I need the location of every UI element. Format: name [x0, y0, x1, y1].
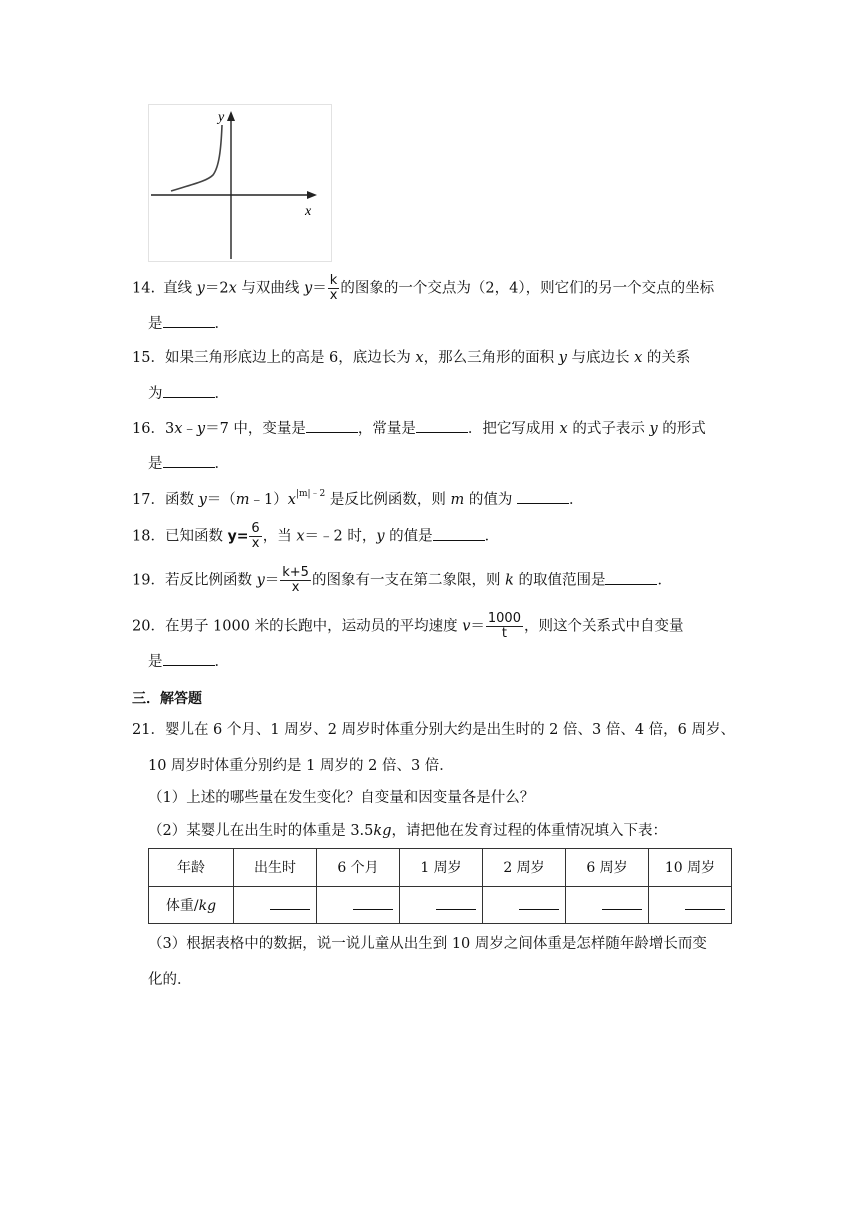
fraction-6-over-x — [249, 522, 261, 551]
weight-table — [148, 848, 732, 924]
q19-text: 的图象有一支在第二象限，则 — [311, 572, 506, 589]
answer-blank[interactable] — [163, 313, 215, 328]
answer-blank[interactable] — [605, 570, 657, 585]
var-y: y — [376, 528, 385, 545]
fraction-k-over-x — [328, 274, 340, 303]
q20-text: ＝ — [470, 618, 485, 635]
answer-blank[interactable] — [270, 895, 310, 910]
var-y: y — [558, 350, 567, 366]
q14-text: ＝2 — [204, 280, 229, 297]
answer-blank[interactable] — [517, 489, 569, 504]
q16-text: ，常量是 — [357, 421, 416, 437]
question-15 — [132, 348, 690, 368]
function-y: y= — [227, 528, 249, 545]
var-x: x — [634, 350, 643, 366]
question-17 — [132, 484, 583, 510]
q15-text: 与底边长 — [566, 350, 635, 366]
fraction-denominator: x — [291, 580, 300, 595]
q14-text: 的图象的一个交点为（2，4），则它们的另一个交点的坐标 — [340, 280, 715, 297]
unit-kg: kg — [373, 823, 392, 839]
question-21-cont — [148, 756, 454, 776]
table-cell[interactable] — [234, 886, 317, 924]
var-y: y — [196, 280, 205, 297]
x-axis-arrow — [307, 191, 317, 199]
answer-blank[interactable] — [436, 895, 476, 910]
row-label-text: 体重/ — [165, 897, 199, 914]
q16-text: ． — [214, 456, 229, 472]
exponent: |m|﹣2 — [295, 489, 326, 499]
q19-text: ＝ — [264, 572, 280, 589]
q17-text: ＝（ — [206, 492, 236, 508]
q18-text: ，当 — [262, 528, 297, 545]
question-number: 18． — [132, 528, 165, 545]
answer-blank[interactable] — [163, 651, 215, 666]
q15-text: 的关系 — [642, 350, 691, 366]
question-15-cont — [148, 383, 229, 404]
table-row — [149, 849, 732, 887]
q21-text: 婴儿在 6 个月、1 周岁、2 周岁时体重分别大约是出生时的 2 倍、3 倍、4 倍，6 周岁、 — [164, 722, 736, 738]
q18-text: ＝﹣2 时， — [304, 528, 377, 545]
y-axis-label: y — [218, 110, 225, 125]
y-axis-arrow — [227, 111, 235, 121]
var-x: x — [415, 350, 424, 366]
table-header-cell: 6 周岁 — [566, 849, 649, 887]
unit-kg: kg — [198, 897, 217, 914]
var-x: x — [296, 528, 305, 545]
question-number: 15． — [132, 350, 165, 366]
q17-text: ﹣1） — [249, 492, 288, 508]
fraction-denominator: x — [329, 288, 338, 303]
q16-text: 3 — [164, 421, 175, 437]
var-x: x — [287, 492, 296, 508]
q21-text: ，请把他在发育过程的体重情况填入下表： — [391, 823, 667, 839]
question-21-part-3 — [148, 934, 707, 954]
var-k: k — [505, 572, 514, 589]
q16-text: 的式子表示 — [567, 421, 650, 437]
var-x: x — [228, 280, 237, 297]
q18-text: 已知函数 — [164, 528, 228, 545]
question-21-part-2 — [148, 821, 667, 841]
q14-text: 是 — [148, 316, 163, 332]
question-number: 16． — [132, 421, 165, 437]
table-header-cell: 1 周岁 — [400, 849, 483, 887]
q16-text: 的形式 — [657, 421, 706, 437]
var-y: y — [649, 421, 658, 437]
fraction-numerator: k+5 — [282, 565, 309, 580]
question-number: 20． — [132, 618, 165, 635]
fraction-k5-over-x — [280, 566, 311, 595]
fraction-1000-over-t — [486, 612, 523, 641]
answer-blank[interactable] — [433, 526, 485, 541]
graph-svg — [149, 105, 331, 261]
var-m: m — [235, 492, 250, 508]
answer-blank[interactable] — [602, 895, 642, 910]
answer-blank[interactable] — [163, 383, 215, 398]
question-14-cont — [148, 313, 229, 334]
question-number: 19． — [132, 572, 165, 589]
var-x: x — [559, 421, 568, 437]
q16-text: ＝7 中，变量是 — [205, 421, 306, 437]
question-16 — [132, 418, 706, 439]
fraction-denominator: t — [501, 626, 507, 641]
q15-text: 为 — [148, 386, 163, 402]
q19-text: ． — [657, 572, 672, 589]
question-18 — [132, 522, 499, 551]
q17-text: 是反比例函数，则 — [325, 492, 451, 508]
table-row — [149, 886, 732, 924]
fraction-numerator: 6 — [251, 521, 260, 536]
q17-text: 的值为 — [464, 492, 517, 508]
answer-blank[interactable] — [685, 895, 725, 910]
question-number: 17． — [132, 492, 165, 508]
fraction-denominator: x — [251, 536, 260, 551]
question-14 — [132, 274, 714, 303]
var-y: y — [196, 421, 206, 437]
q18-text: 的值是 — [384, 528, 433, 545]
q19-text: 的取值范围是 — [513, 572, 606, 589]
var-y: y — [198, 492, 207, 508]
answer-blank[interactable] — [519, 895, 559, 910]
table-cell[interactable] — [566, 886, 649, 924]
var-v: v — [462, 618, 471, 635]
var-x: x — [174, 421, 183, 437]
q15-text: ． — [214, 386, 229, 402]
q17-text: ． — [568, 492, 584, 508]
hyperbola-branch — [171, 125, 222, 191]
question-number: 14. — [132, 280, 156, 297]
q16-text: 是 — [148, 456, 163, 472]
table-cell[interactable] — [483, 886, 566, 924]
table-cell[interactable] — [649, 886, 732, 924]
hyperbola-graph — [148, 104, 332, 262]
table-cell[interactable] — [400, 886, 483, 924]
q18-text: ． — [484, 528, 500, 545]
q20-text: ． — [214, 654, 229, 670]
q20-text: 是 — [148, 654, 163, 670]
q21-text: 10 周岁时体重分别约是 1 周岁的 2 倍、3 倍． — [148, 758, 454, 774]
q21-text: （2）某婴儿在出生时的体重是 3.5 — [148, 823, 374, 839]
q21-text: （1）上述的哪些量在发生变化？自变量和因变量各是什么？ — [148, 790, 535, 806]
var-y: y — [256, 572, 265, 589]
question-20-cont — [148, 651, 229, 672]
q16-text: ．把它写成用 — [467, 421, 560, 437]
table-header-cell: 6 个月 — [317, 849, 400, 887]
table-header-cell: 出生时 — [234, 849, 317, 887]
q15-text: 如果三角形底边上的高是 6，底边长为 — [164, 350, 416, 366]
q20-text: ，则这个关系式中自变量 — [523, 618, 684, 635]
question-19 — [132, 566, 672, 595]
table-cell[interactable] — [317, 886, 400, 924]
q14-text: ＝ — [312, 280, 327, 297]
answer-blank[interactable] — [353, 895, 393, 910]
q17-text: 函数 — [164, 492, 199, 508]
table-header-cell: 2 周岁 — [483, 849, 566, 887]
section-heading: 三．解答题 — [132, 691, 202, 707]
question-21-part-1 — [148, 788, 534, 808]
table-header-cell: 年龄 — [149, 849, 234, 887]
q20-text: 在男子 1000 米的长跑中，运动员的平均速度 — [164, 618, 463, 635]
var-m: m — [450, 492, 465, 508]
question-20 — [132, 612, 683, 641]
q21-text: （3）根据表格中的数据，说一说儿童从出生到 10 周岁之间体重是怎样随年龄增长而变 — [148, 936, 707, 952]
var-y: y — [304, 280, 313, 297]
q14-text: 与双曲线 — [236, 280, 305, 297]
q19-text: 若反比例函数 — [164, 572, 257, 589]
table-header-cell: 10 周岁 — [649, 849, 732, 887]
q15-text: ，那么三角形的面积 — [423, 350, 559, 366]
q16-text: ﹣ — [182, 421, 197, 437]
answer-blank[interactable] — [306, 418, 358, 433]
fraction-numerator: 1000 — [487, 611, 521, 626]
answer-blank[interactable] — [416, 418, 468, 433]
question-21-part-3-cont — [148, 970, 192, 990]
question-number: 21． — [132, 722, 165, 738]
q14-text: 直线 — [163, 280, 197, 297]
table-row-label — [149, 886, 234, 924]
question-16-cont — [148, 453, 229, 474]
answer-blank[interactable] — [163, 453, 215, 468]
x-axis-label: x — [305, 204, 312, 219]
q21-text: 化的． — [148, 972, 192, 988]
question-21 — [132, 720, 735, 740]
fraction-numerator: k — [329, 273, 338, 288]
q14-text: ． — [214, 316, 229, 332]
